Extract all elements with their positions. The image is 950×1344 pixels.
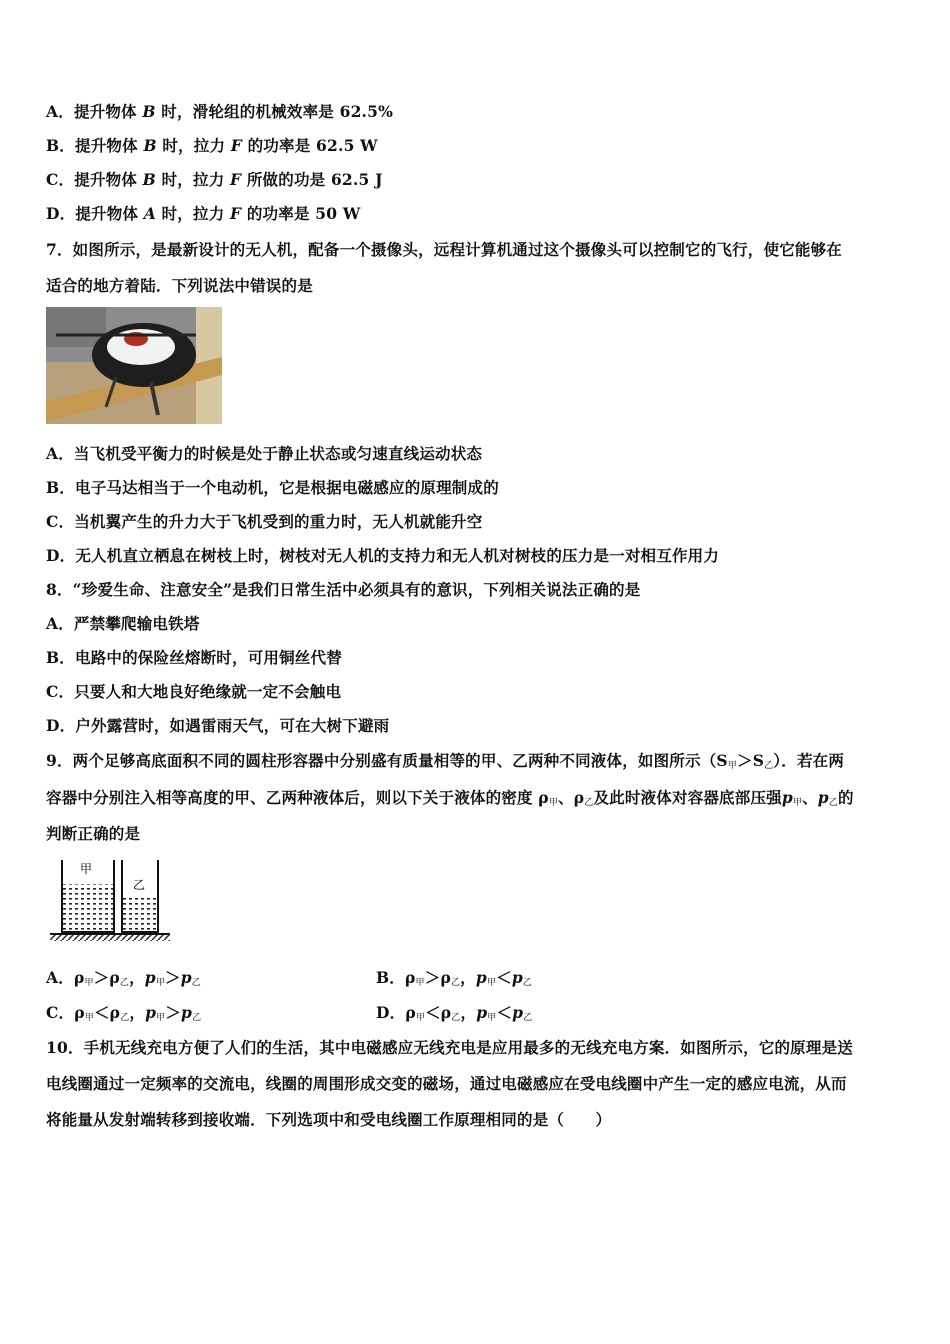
q8-option-b: B．电路中的保险丝熔断时，可用铜丝代替 — [46, 648, 342, 667]
q9-stem-line1: 9．两个足够高底面积不同的圆柱形容器中分别盛有质量相等的甲、乙两种不同液体，如图所示$(S_甲>S_乙)$．若在两 — [46, 751, 845, 771]
q8-option-d: D．户外露营时，如遇雷雨天气，可在大树下避雨 — [46, 716, 390, 735]
q9-stem-line2: 容器中分别注入相等高度的甲、乙两种液体后，则以下关于液体的密度 $\rho_甲$、$\rho_乙$及此时液体对容器底部压强$p_甲$、$p_乙$的 — [46, 788, 854, 808]
q7-stem-line1: 7．如图所示，是最新设计的无人机，配备一个摄像头，远程计算机通过这个摄像头可以控制它的飞行，使它能够在 — [46, 240, 842, 259]
q9-option-d: D．$\rho_甲<\rho_乙$，$p_甲<p_乙$ — [376, 1003, 533, 1023]
drone-photo-image — [46, 307, 222, 424]
q7-option-b: B．电子马达相当于一个电动机，它是根据电磁感应的原理制成的 — [46, 478, 499, 497]
container-yi-label: 乙 — [133, 878, 146, 892]
q8-option-a: A．严禁攀爬输电铁塔 — [46, 614, 200, 633]
q8-stem: 8．“珍爱生命、注意安全”是我们日常生活中必须具有的意识，下列相关说法正确的是 — [46, 580, 641, 599]
q7-option-c: C．当机翼产生的升力大于飞机受到的重力时，无人机就能升空 — [46, 512, 483, 531]
q7-option-a: A．当飞机受平衡力的时候是处于静止状态或匀速直线运动状态 — [46, 444, 483, 463]
q10-stem-line2: 电线圈通过一定频率的交流电，线圈的周围形成交变的磁场，通过电磁感应在受电线圈中产生一定的感应电流，从而 — [46, 1074, 847, 1093]
q8-option-c: C．只要人和大地良好绝缘就一定不会触电 — [46, 682, 342, 701]
q7-option-d: D．无人机直立栖息在树枝上时，树枝对无人机的支持力和无人机对树枝的压力是一对相互作用力 — [46, 546, 720, 565]
q6-option-d: D．提升物体 A 时，拉力 F 的功率是 50 W — [46, 204, 361, 223]
q9-option-b: B．$\rho_甲>\rho_乙$，$p_甲<p_乙$ — [376, 968, 533, 988]
drone-photo — [46, 307, 222, 424]
q9-stem-line3: 判断正确的是 — [46, 824, 141, 843]
container-jia-label: 甲 — [80, 862, 93, 876]
q9-option-c: C．$\rho_甲<\rho_乙$，$p_甲>p_乙$ — [46, 1003, 202, 1023]
q6-option-b: B．提升物体 B 时，拉力 F 的功率是 62.5 W — [46, 136, 378, 155]
q10-stem-line1: 10．手机无线充电方便了人们的生活，其中电磁感应无线充电是应用最多的无线充电方案．如图所示，它的原理是送 — [46, 1038, 853, 1057]
containers-figure — [50, 856, 170, 942]
q7-stem-line2: 适合的地方着陆．下列说法中错误的是 — [46, 276, 313, 295]
q6-option-a: A．提升物体 B 时，滑轮组的机械效率是 62.5% — [46, 102, 394, 121]
q9-option-a: A．$\rho_甲>\rho_乙$，$p_甲>p_乙$ — [46, 968, 201, 988]
q6-option-c: C．提升物体 B 时，拉力 F 所做的功是 62.5 J — [46, 170, 383, 189]
q10-stem-line3: 将能量从发射端转移到接收端．下列选项中和受电线圈工作原理相同的是（ ） — [46, 1110, 612, 1129]
